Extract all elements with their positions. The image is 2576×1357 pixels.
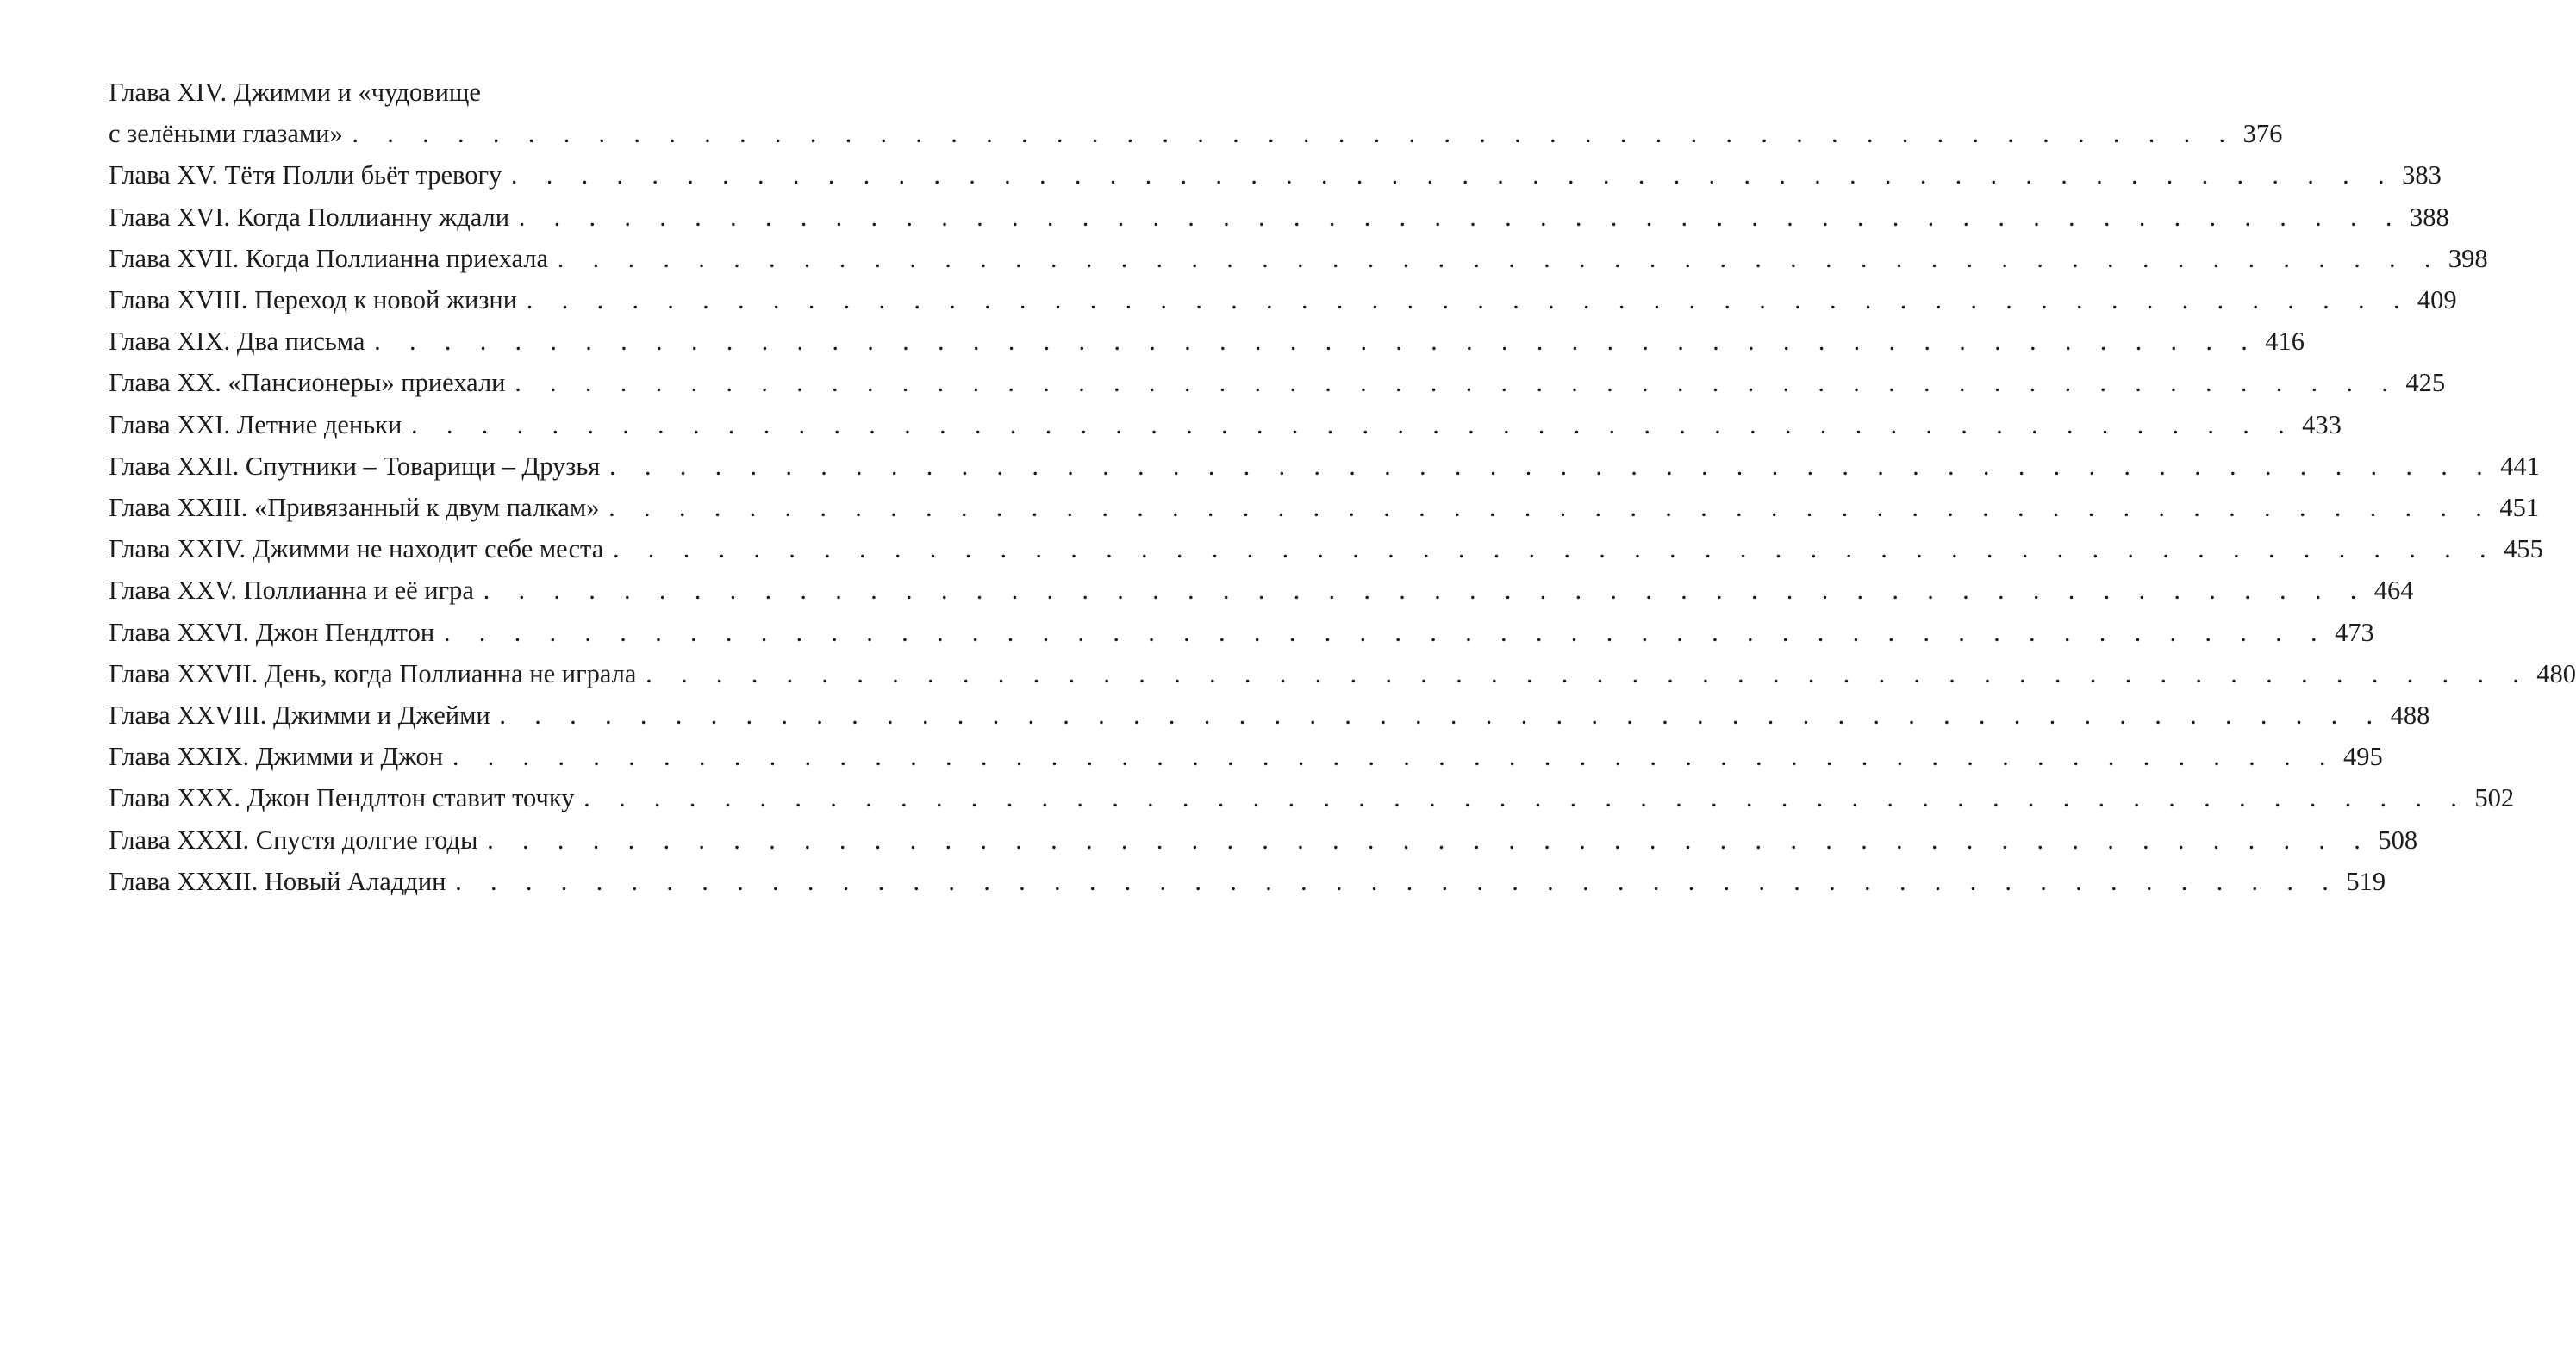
toc-entry-title: Глава XXX. Джон Пендлтон ставит точку [109,783,575,813]
toc-entry [109,777,2515,819]
dot-leader: . . . . . . . . . . . . . . . . . . . . . . . . . . . . . . . . . . . . . . . . . . . . . . . . . . . . . . [510,160,2396,190]
toc-entry [109,362,2446,403]
dot-leader: . . . . . . . . . . . . . . . . . . . . . . . . . . . . . . . . . . . . . . . . . . . . . . . . . . . . . . [612,534,2498,564]
toc-entry-title: Глава XXXII. Новый Аладдин [109,866,446,896]
toc-page-number: 409 [2417,285,2457,315]
dot-leader: . . . . . . . . . . . . . . . . . . . . . . . . . . . . . . . . . . . . . . . . . . . . . . . . . . . . . . [487,825,2372,855]
toc-entry-title: Глава XXXI. Спустя долгие годы [109,825,478,855]
dot-leader: . . . . . . . . . . . . . . . . . . . . . . . . . . . . . . . . . . . . . . . . . . . . . . . . . . . . . . [374,327,2259,357]
dot-leader: . . . . . . . . . . . . . . . . . . . . . . . . . . . . . . . . . . . . . . . . . . . . . . . . . . . . . . [483,576,2368,606]
dot-leader: . . . . . . . . . . . . . . . . . . . . . . . . . . . . . . . . . . . . . . . . . . . . . . . . . . . . . . [352,119,2236,149]
dot-leader: . . . . . . . . . . . . . . . . . . . . . . . . . . . . . . . . . . . . . . . . . . . . . . . . . . . . . . [518,202,2404,232]
toc-entry-title: Глава XXIV. Джимми не находит себе места [109,534,604,564]
toc-entry-title: Глава XV. Тётя Полли бьёт тревогу [109,160,502,190]
toc-page-number: 480 [2536,658,2576,688]
toc-entry-title: Глава XXV. Поллианна и её игра [109,576,474,606]
toc-entry [109,736,2383,777]
toc-entry [109,404,2342,445]
toc-entry-title: Глава XXI. Летние деньки [109,409,402,439]
dot-leader: . . . . . . . . . . . . . . . . . . . . . . . . . . . . . . . . . . . . . . . . . . . . . . . . . . . . . . [515,368,2399,398]
toc-entry [109,861,2386,902]
toc-entry [109,154,2442,196]
toc-entry-title: Глава XXII. Спутники – Товарищи – Друзья [109,451,601,481]
toc-entry [109,321,2305,362]
toc-entry-title: Глава XXVII. День, когда Поллианна не играла [109,658,637,688]
toc-page-number: 502 [2474,783,2515,813]
dot-leader: . . . . . . . . . . . . . . . . . . . . . . . . . . . . . . . . . . . . . . . . . . . . . . . . . . . . . . [608,451,2494,481]
toc-entry [109,487,2540,528]
toc-entry [109,72,2283,154]
dot-leader: . . . . . . . . . . . . . . . . . . . . . . . . . . . . . . . . . . . . . . . . . . . . . . . . . . . . . . [608,493,2493,523]
toc-entry [109,528,2543,570]
dot-leader: . . . . . . . . . . . . . . . . . . . . . . . . . . . . . . . . . . . . . . . . . . . . . . . . . . . . . . [410,409,2296,439]
toc-page-number: 508 [2378,825,2418,855]
toc-page-number: 473 [2335,617,2374,647]
toc-page-number: 519 [2346,866,2386,896]
toc-entry-title: Глава XXVI. Джон Пендлтон [109,617,435,647]
toc-entry-title: Глава XXIII. «Привязанный к двум палкам» [109,493,600,523]
toc-entry [109,570,2414,611]
toc-entry-title: Глава XIX. Два письма [109,327,365,357]
toc-entry [109,819,2418,861]
toc-page-number: 464 [2373,576,2414,606]
toc-page-number: 451 [2499,493,2540,523]
toc-page-number: 383 [2402,160,2442,190]
dot-leader: . . . . . . . . . . . . . . . . . . . . . . . . . . . . . . . . . . . . . . . . . . . . . . . . . . . . . . [452,742,2337,772]
toc-entry [109,694,2430,736]
toc-page-number: 455 [2504,534,2543,564]
toc-page-number: 398 [2448,243,2488,273]
dot-leader: . . . . . . . . . . . . . . . . . . . . . . . . . . . . . . . . . . . . . . . . . . . . . . . . . . . . . . [455,866,2340,896]
toc-entry-title: Глава XX. «Пансионеры» приехали [109,368,506,398]
toc-page-number: 433 [2302,409,2342,439]
dot-leader: . . . . . . . . . . . . . . . . . . . . . . . . . . . . . . . . . . . . . . . . . . . . . . . . . . . . . . [646,658,2530,688]
dot-leader: . . . . . . . . . . . . . . . . . . . . . . . . . . . . . . . . . . . . . . . . . . . . . . . . . . . . . . [557,243,2442,273]
toc-entry-title: с зелёными глазами» [109,119,343,149]
dot-leader: . . . . . . . . . . . . . . . . . . . . . . . . . . . . . . . . . . . . . . . . . . . . . . . . . . . . . . [526,285,2411,315]
table-of-contents [109,72,2576,902]
toc-entry [109,196,2449,238]
toc-entry [109,612,2374,653]
toc-page-number: 388 [2409,202,2449,232]
toc-entry-title: Глава XVI. Когда Поллианну ждали [109,202,510,232]
toc-entry [109,445,2540,487]
toc-entry [109,238,2488,279]
toc-entry-title: Глава XXIX. Джимми и Джон [109,742,444,772]
toc-entry [109,279,2457,321]
toc-page-number: 441 [2500,451,2540,481]
toc-entry [109,653,2576,694]
toc-entry-title: Глава XVIII. Переход к новой жизни [109,285,518,315]
toc-page-number: 416 [2265,327,2305,357]
toc-entry-title-line1: Глава XIV. Джимми и «чудовище [109,78,481,107]
toc-page-number: 495 [2342,742,2383,772]
toc-entry-title: Глава XVII. Когда Поллианна приехала [109,243,549,273]
dot-leader: . . . . . . . . . . . . . . . . . . . . . . . . . . . . . . . . . . . . . . . . . . . . . . . . . . . . . . [443,617,2329,647]
dot-leader: . . . . . . . . . . . . . . . . . . . . . . . . . . . . . . . . . . . . . . . . . . . . . . . . . . . . . . [499,700,2384,731]
toc-page-number: 376 [2242,119,2283,149]
toc-page-number: 425 [2405,368,2446,398]
toc-entry-title: Глава XXVIII. Джимми и Джейми [109,700,490,731]
toc-page-number: 488 [2390,700,2430,731]
dot-leader: . . . . . . . . . . . . . . . . . . . . . . . . . . . . . . . . . . . . . . . . . . . . . . . . . . . . . . [583,783,2468,813]
